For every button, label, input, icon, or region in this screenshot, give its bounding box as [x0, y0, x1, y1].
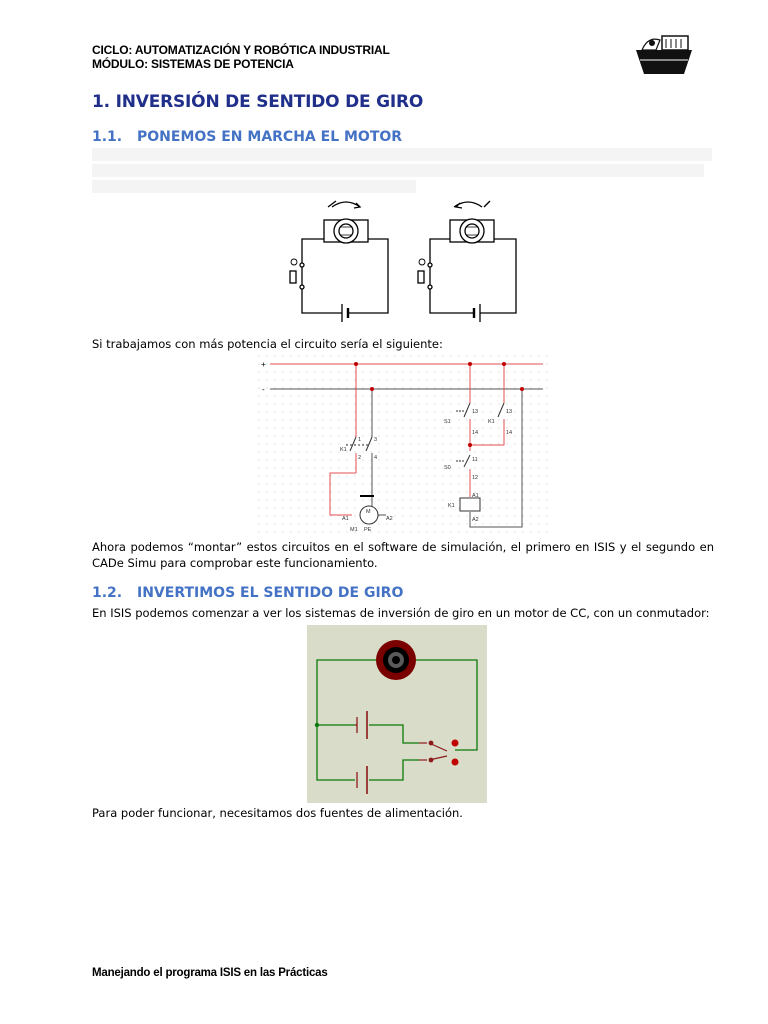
paragraph-mount: Ahora podemos “montar” estos circuitos en el software de simulación, el primero en ISIS y el segundo en CADe Simu para comprobar este funcionamiento. [92, 540, 714, 570]
svg-text:13: 13 [506, 409, 513, 415]
svg-text:K1: K1 [340, 447, 347, 453]
svg-text:S1: S1 [444, 419, 451, 425]
svg-text:PE: PE [364, 527, 372, 533]
svg-text:M1: M1 [350, 527, 358, 533]
header-module: MÓDULO: SISTEMAS DE POTENCIA [92, 57, 294, 71]
svg-text:A1: A1 [342, 516, 349, 522]
svg-text:14: 14 [472, 430, 479, 436]
document-footer: Manejando el programa ISIS en las Prácticas [92, 967, 328, 979]
svg-text:3: 3 [374, 437, 378, 443]
svg-text:1: 1 [358, 437, 362, 443]
faded-text-line [92, 148, 712, 161]
simple-motor-circuits [280, 195, 530, 330]
school-logo [634, 30, 694, 78]
motor-circuit-right [418, 201, 516, 322]
cade-simu-power-circuit [258, 355, 548, 535]
svg-text:12: 12 [472, 475, 479, 481]
svg-text:A1: A1 [472, 493, 479, 499]
svg-text:A2: A2 [386, 516, 393, 522]
paragraph-sources: Para poder funcionar, necesitamos dos fuentes de alimentación. [92, 806, 463, 820]
section-title: INVERTIMOS EL SENTIDO DE GIRO [137, 585, 404, 601]
section-1-1-heading [92, 129, 402, 145]
isis-reversal-schematic [307, 625, 487, 803]
svg-text:2: 2 [358, 455, 362, 461]
svg-text:A2: A2 [472, 517, 479, 523]
svg-text:K1: K1 [448, 503, 455, 509]
section-1-2-heading [92, 585, 403, 601]
isis-terminal-dot [452, 740, 459, 747]
svg-text:14: 14 [506, 430, 513, 436]
section-number: 1.2. [92, 585, 123, 601]
header-cycle: CICLO: AUTOMATIZACIÓN Y ROBÓTICA INDUSTRIAL [92, 43, 390, 57]
svg-text:S0: S0 [444, 465, 451, 471]
document-header [92, 43, 390, 71]
isis-terminal-dot [452, 759, 459, 766]
svg-text:M: M [366, 509, 371, 515]
svg-text:13: 13 [472, 409, 479, 415]
svg-text:K1: K1 [488, 419, 495, 425]
paragraph-power: Si trabajamos con más potencia el circuito sería el siguiente: [92, 337, 443, 351]
heading-1: 1. INVERSIÓN DE SENTIDO DE GIRO [92, 92, 424, 112]
svg-text:4: 4 [374, 455, 378, 461]
svg-text:11: 11 [472, 457, 478, 463]
faded-text-line [92, 180, 416, 193]
faded-text-line [92, 164, 704, 177]
section-title: PONEMOS EN MARCHA EL MOTOR [137, 129, 403, 145]
label-line-minus: - [262, 385, 265, 394]
label-line-plus: + [261, 360, 266, 369]
isis-motor [376, 640, 416, 680]
motor-circuit-left [290, 201, 388, 322]
paragraph-isis: En ISIS podemos comenzar a ver los sistemas de inversión de giro en un motor de CC, con un conmutador: [92, 606, 710, 620]
isis-junction-dot [315, 723, 319, 727]
section-number: 1.1. [92, 129, 123, 145]
